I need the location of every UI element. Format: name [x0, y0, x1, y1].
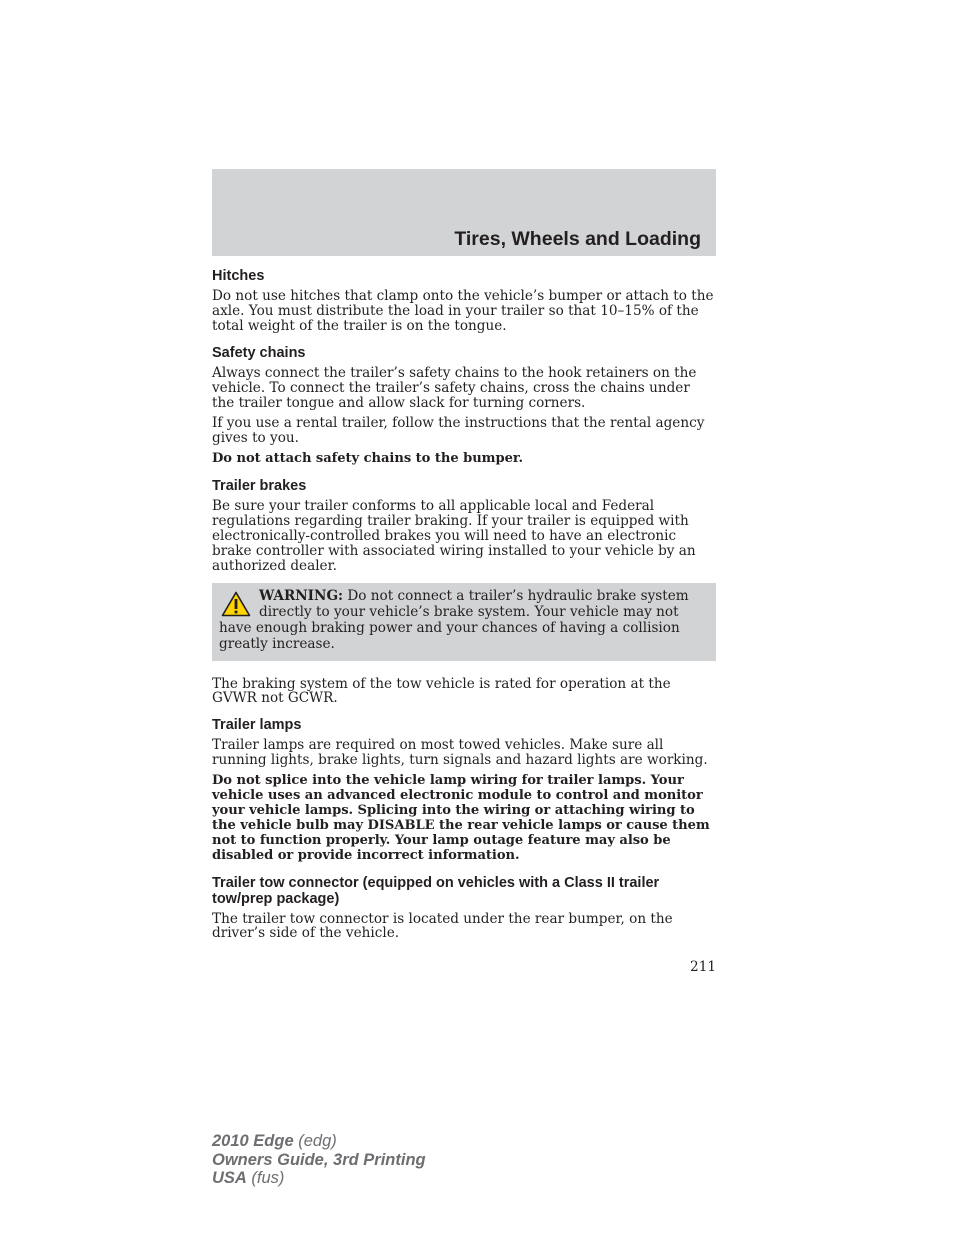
trailer-brakes-rating: The braking system of the tow vehicle is rated for operation at the GVWR not GCWR. — [212, 675, 671, 707]
safety-chains-paragraph-2: If you use a rental trailer, follow the instructions that the rental agency gives to you. — [212, 415, 705, 447]
warning-text: Do not connect a trailer’s hydraulic brake system directly to your vehicle’s brake system. Your vehicle may not have enough braking power and your chances of having a collision greatly increase. — [219, 587, 689, 653]
warning-triangle-icon — [221, 591, 251, 617]
hitches-paragraph: Do not use hitches that clamp onto the vehicle’s bumper or attach to the axle. You must distribute the load in your trailer so that 10–15% of the total weight of the trailer is on the tongue. — [212, 288, 714, 334]
trailer-lamps-paragraph: Trailer lamps are required on most towed vehicles. Make sure all running lights, brake lights, turn signals and hazard lights are working. — [212, 737, 708, 769]
footer-model-code: (edg) — [293, 1132, 337, 1150]
heading-hitches: Hitches — [212, 268, 265, 284]
page-number: 211 — [690, 959, 716, 975]
footer-line-3 — [212, 1169, 426, 1188]
footer-market-code: (fus) — [246, 1169, 285, 1187]
warning-box — [212, 583, 716, 661]
footer-model: 2010 Edge — [212, 1132, 294, 1150]
footer-line-1 — [212, 1132, 426, 1151]
warning-label: WARNING: — [259, 587, 344, 604]
section-title: Tires, Wheels and Loading — [454, 228, 701, 250]
trailer-lamps-caution: Do not splice into the vehicle lamp wiring for trailer lamps. Your vehicle uses an advanced electronic module to control and monitor your vehicle lamps. Splicing into the wiring or attaching wiring to the vehicle bulb may DISABLE the rear vehicle lamps or cause them not to function properly. Your lamp outage feature may also be disabled or provide incorrect information. — [212, 773, 710, 863]
footer-market: USA — [212, 1169, 247, 1187]
footer-edition-info — [212, 1132, 426, 1188]
heading-trailer-brakes: Trailer brakes — [212, 478, 307, 495]
page-content — [212, 268, 716, 947]
footer-line-2: Owners Guide, 3rd Printing — [212, 1150, 426, 1169]
heading-safety-chains: Safety chains — [212, 344, 306, 361]
tow-connector-paragraph: The trailer tow connector is located under the rear bumper, on the driver’s side of the vehicle. — [212, 910, 673, 942]
trailer-brakes-paragraph: Be sure your trailer conforms to all applicable local and Federal regulations regarding trailer braking. If your trailer is equipped with electronically-controlled brakes you will need to have an electronic brake controller with associated wiring installed to your vehicle by an authorized dealer. — [212, 498, 696, 574]
heading-tow-connector: Trailer tow connector (equipped on vehicles with a Class II trailer tow/prep package) — [212, 874, 660, 907]
section-header-band — [212, 169, 716, 256]
safety-chains-caution: Do not attach safety chains to the bumper. — [212, 451, 524, 467]
heading-trailer-lamps: Trailer lamps — [212, 717, 302, 734]
safety-chains-paragraph-1: Always connect the trailer’s safety chains to the hook retainers on the vehicle. To connect the trailer’s safety chains, cross the chains under the trailer tongue and allow slack for turning corners. — [212, 364, 697, 411]
